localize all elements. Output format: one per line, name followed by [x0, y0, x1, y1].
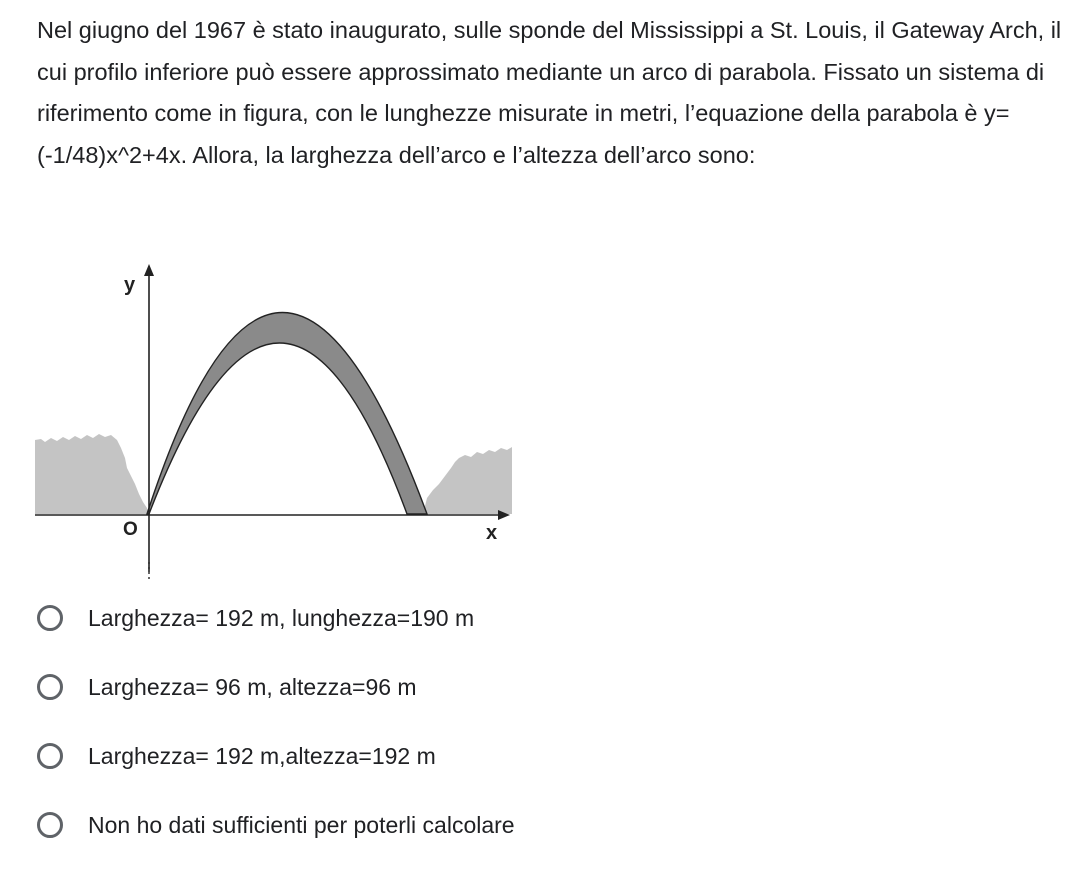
option-3[interactable] [37, 736, 737, 776]
gateway-arch-figure [35, 262, 512, 580]
arch-shape [147, 313, 427, 515]
option-label: Larghezza= 192 m,altezza=192 m [88, 742, 436, 769]
radio-button[interactable] [37, 743, 63, 769]
question-text: Nel giugno del 1967 è stato inaugurato, sulle sponde del Mississippi a St. Louis, il Gateway Arch, il cui profilo inferiore può essere approssimato mediante un arco di parabola. Fissato un sistema di riferimento come in figura, con le lunghezze misurate in metri, l’equazione della parabola è y=(-1/48)x^2+4x. Allora, la larghezza dell’arco e l’altezza dell’arco sono: [37, 17, 1062, 168]
y-axis-label: y [124, 274, 136, 296]
x-axis-label: x [486, 522, 498, 544]
option-1[interactable] [37, 598, 737, 638]
option-4[interactable] [37, 805, 737, 845]
radio-button[interactable] [37, 605, 63, 631]
option-2[interactable] [37, 667, 737, 707]
origin-label: O [123, 519, 138, 540]
option-label: Larghezza= 192 m, lunghezza=190 m [88, 604, 475, 631]
y-axis-arrow [144, 264, 154, 276]
option-label: Larghezza= 96 m, altezza=96 m [88, 673, 417, 700]
radio-button[interactable] [37, 674, 63, 700]
option-label: Non ho dati sufficienti per poterli calcolare [88, 811, 515, 838]
answer-options [37, 598, 737, 874]
right-ground-shape [423, 447, 512, 514]
left-ground-shape [35, 434, 149, 514]
radio-button[interactable] [37, 812, 63, 838]
